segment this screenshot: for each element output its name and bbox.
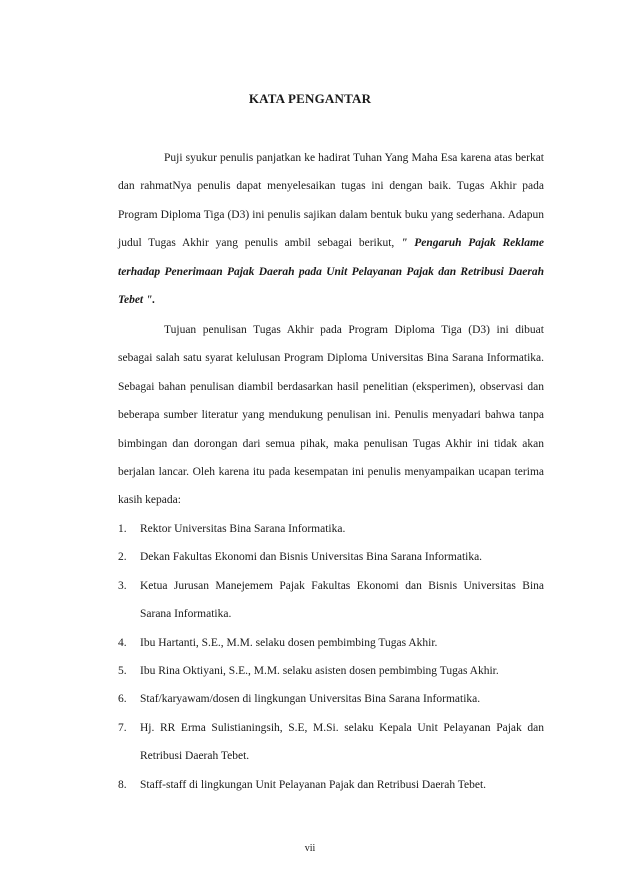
list-item-text: Staf/karyawam/dosen di lingkungan Universitas Bina Sarana Informatika. bbox=[140, 693, 481, 706]
list-item-text: Ibu Hartanti, S.E., M.M. selaku dosen pembimbing Tugas Akhir. bbox=[140, 636, 438, 649]
list-item-text: Staff-staff di lingkungan Unit Pelayanan Pajak dan Retribusi Daerah Tebet. bbox=[140, 778, 487, 791]
page-title: KATA PENGANTAR bbox=[248, 91, 372, 106]
paragraph-intro bbox=[118, 144, 544, 314]
list-item-number: 5. bbox=[118, 665, 127, 678]
thesis-title: " Pengaruh Pajak Reklame terhadap Penerimaan Pajak Daerah pada Unit Pelayanan Pajak dan Retribusi Daerah Tebet ". bbox=[118, 237, 544, 307]
list-item-text: Ketua Jurusan Manejemem Pajak Fakultas Ekonomi dan Bisnis Universitas Bina Sarana Informatika. bbox=[140, 579, 544, 621]
list-item bbox=[118, 685, 544, 713]
list-item-text: Dekan Fakultas Ekonomi dan Bisnis Universitas Bina Sarana Informatika. bbox=[140, 551, 483, 564]
list-item bbox=[118, 515, 544, 543]
list-item bbox=[118, 629, 544, 657]
list-item bbox=[118, 771, 544, 799]
list-item bbox=[118, 543, 544, 571]
list-item-text: Rektor Universitas Bina Sarana Informatika. bbox=[140, 523, 346, 535]
list-item-number: 1. bbox=[118, 523, 127, 535]
paragraph-purpose: Tujuan penulisan Tugas Akhir pada Program Diploma Tiga (D3) ini dibuat sebagai salah satu syarat kelulusan Program Diploma Universitas Bina Sarana Informatika. Sebagai bahan penulisan diambil berdasarkan hasil penelitian (eksperimen), observasi dan beberapa sumber literatur yang mendukung penulisan ini. Penulis menyadari bahwa tanpa bimbingan dan dorongan dari semua pihak, maka penulisan Tugas Akhir ini tidak akan berjalan lancar. Oleh karena itu pada kesempatan ini penulis menyampaikan ucapan terima kasih kepada: bbox=[118, 324, 544, 507]
page-number: vii bbox=[304, 843, 316, 854]
list-item-number: 3. bbox=[118, 579, 127, 592]
list-item bbox=[118, 572, 544, 629]
list-item bbox=[118, 657, 544, 685]
list-item-text: Ibu Rina Oktiyani, S.E., M.M. selaku asisten dosen pembimbing Tugas Akhir. bbox=[140, 665, 499, 678]
list-item bbox=[118, 714, 544, 771]
list-item-number: 7. bbox=[118, 721, 127, 734]
list-item-number: 4. bbox=[118, 636, 127, 649]
acknowledgement-list bbox=[118, 515, 544, 799]
list-item-number: 6. bbox=[118, 693, 127, 706]
list-item-text: Hj. RR Erma Sulistianingsih, S.E, M.Si. selaku Kepala Unit Pelayanan Pajak dan Retribusi Daerah Tebet. bbox=[140, 721, 544, 763]
list-item-number: 8. bbox=[118, 778, 127, 791]
list-item-number: 2. bbox=[118, 551, 127, 564]
paragraph-intro-text: Puji syukur penulis panjatkan ke hadirat Tuhan Yang Maha Esa karena atas berkat dan rahmatNya penulis dapat menyelesaikan tugas ini dengan baik. Tugas Akhir pada Program Diploma Tiga (D3) ini penulis sajikan dalam bentuk buku yang sederhana. Adapun judul Tugas Akhir yang penulis ambil sebagai berikut, bbox=[118, 152, 544, 250]
